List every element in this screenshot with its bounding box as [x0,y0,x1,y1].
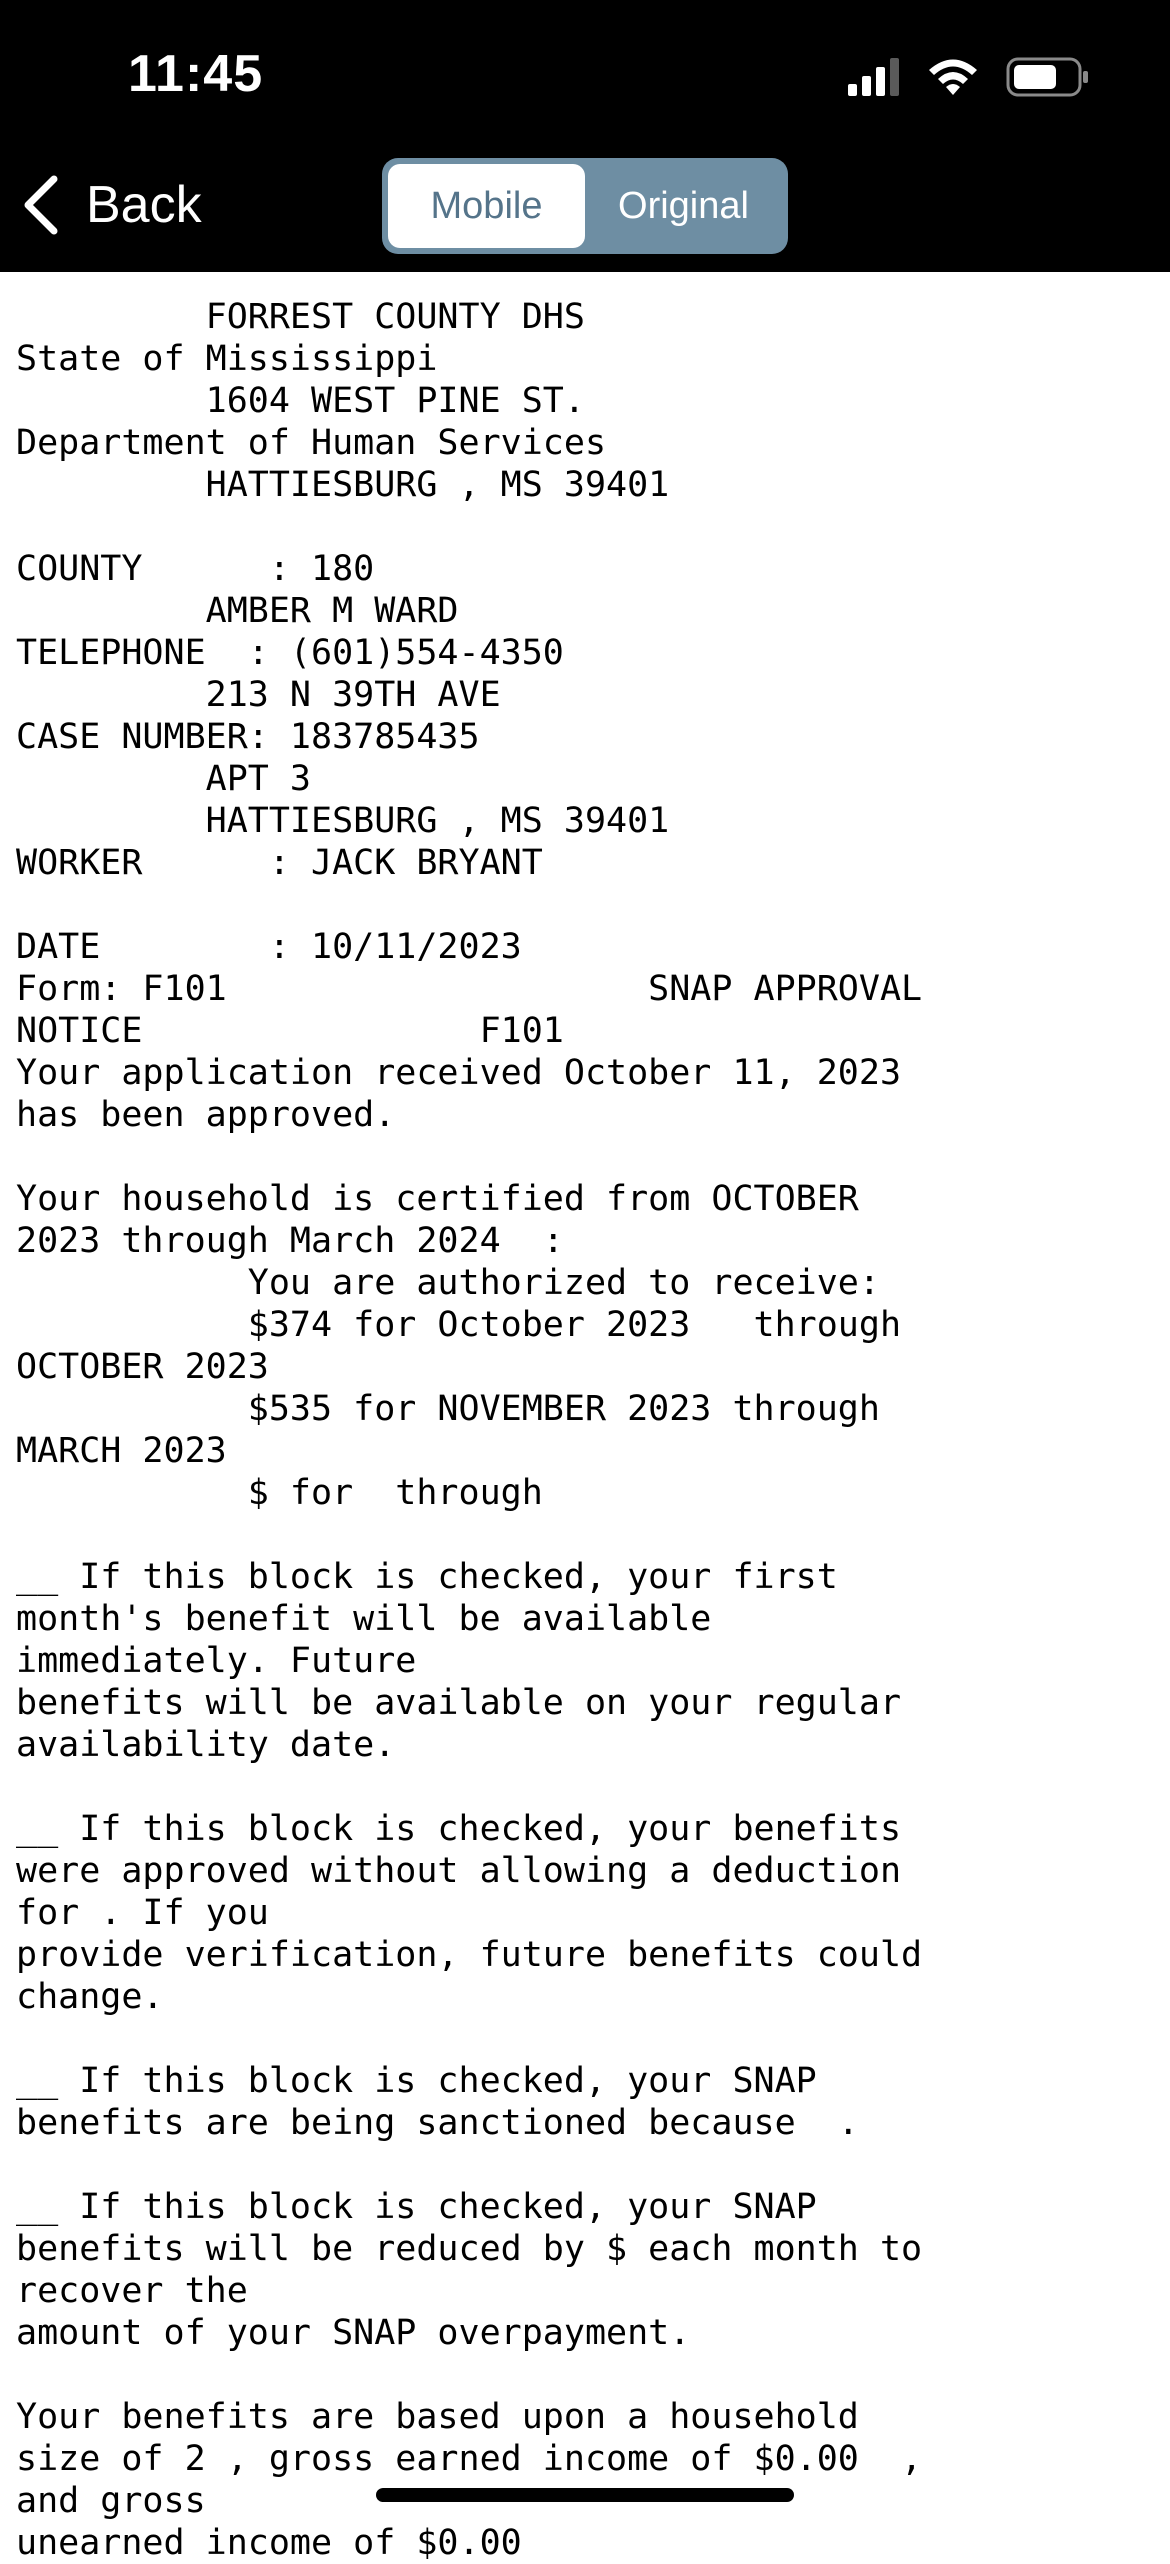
mobile-view-tab[interactable]: Mobile [388,164,585,248]
document-line: 213 N 39TH AVE [16,675,501,715]
back-label: Back [86,176,202,234]
document-line: NOTICE F101 [16,1011,564,1051]
battery-icon [1006,57,1090,102]
document-line: HATTIESBURG , MS 39401 [16,801,670,841]
document-line: month's benefit will be available [16,1599,712,1639]
document-line: recover the [16,2271,248,2311]
document-line [16,884,1156,926]
document-line: APT 3 [16,759,312,799]
document-line [16,2144,1156,2186]
document-line: for . If you [16,1893,269,1933]
document-line: benefits will be reduced by $ each month to [16,2229,923,2269]
document-line: and gross [16,2481,206,2521]
document-line: has been approved. [16,1095,396,1135]
document-line: TELEPHONE : (601)554-4350 [16,633,564,673]
document-line: __ If this block is checked, your first [16,1557,838,1597]
document-line [16,2018,1156,2060]
cellular-signal-icon [848,58,900,101]
document-line: MARCH 2023 [16,1431,227,1471]
chevron-left-icon [22,175,60,235]
document-line: provide verification, future benefits could [16,1935,923,1975]
document-line: change. [16,1977,164,2017]
document-line: unearned income of $0.00 [16,2523,522,2563]
document-line: Your application received October 11, 2023 [16,1053,902,1093]
document-line: HATTIESBURG , MS 39401 [16,465,670,505]
status-time: 11:45 [128,45,264,103]
home-indicator [376,2488,794,2502]
document-line: Department of Human Services [16,423,607,463]
document-line [16,1136,1156,1178]
document-line: __ If this block is checked, your SNAP [16,2187,817,2227]
document-line: benefits will be available on your regular [16,1683,902,1723]
back-button[interactable] [22,170,202,240]
document-line: COUNTY : 180 [16,549,375,589]
document-line: availability date. [16,1725,396,1765]
document-line: FORREST COUNTY DHS [16,297,585,337]
top-bar [0,0,1170,272]
document-line: benefits are being sanctioned because . [16,2103,859,2143]
document-line: __ If this block is checked, your SNAP [16,2061,817,2101]
document-line: AMBER M WARD [16,591,459,631]
document-line [16,506,1156,548]
document-line [16,2354,1156,2396]
document-line: DATE : 10/11/2023 [16,927,522,967]
notice-document [16,296,1156,2564]
document-line: amount of your SNAP overpayment. [16,2313,691,2353]
document-line [16,1766,1156,1808]
document-line: Your benefits are based upon a household [16,2397,859,2437]
document-line [16,1514,1156,1556]
document-line: OCTOBER 2023 [16,1347,269,1387]
document-line: 2023 through March 2024 : [16,1221,564,1261]
document-line: You are authorized to receive: [16,1263,880,1303]
document-line: were approved without allowing a deduction [16,1851,902,1891]
document-line: $ for through [16,1473,543,1513]
document-line: Form: F101 SNAP APPROVAL [16,969,923,1009]
document-line: Your household is certified from OCTOBER [16,1179,859,1219]
document-line: __ If this block is checked, your benefits [16,1809,902,1849]
document-line: WORKER : JACK BRYANT [16,843,543,883]
document-line: $374 for October 2023 through [16,1305,902,1345]
status-icons [848,54,1090,104]
document-line: State of Mississippi [16,339,438,379]
view-mode-segmented-control [382,158,788,254]
document-line: 1604 WEST PINE ST. [16,381,585,421]
wifi-icon [926,57,980,102]
original-view-tab[interactable]: Original [618,184,749,227]
document-line: $535 for NOVEMBER 2023 through [16,1389,880,1429]
document-line: size of 2 , gross earned income of $0.00 , [16,2439,923,2479]
document-line: immediately. Future [16,1641,417,1681]
document-line: CASE NUMBER: 183785435 [16,717,480,757]
